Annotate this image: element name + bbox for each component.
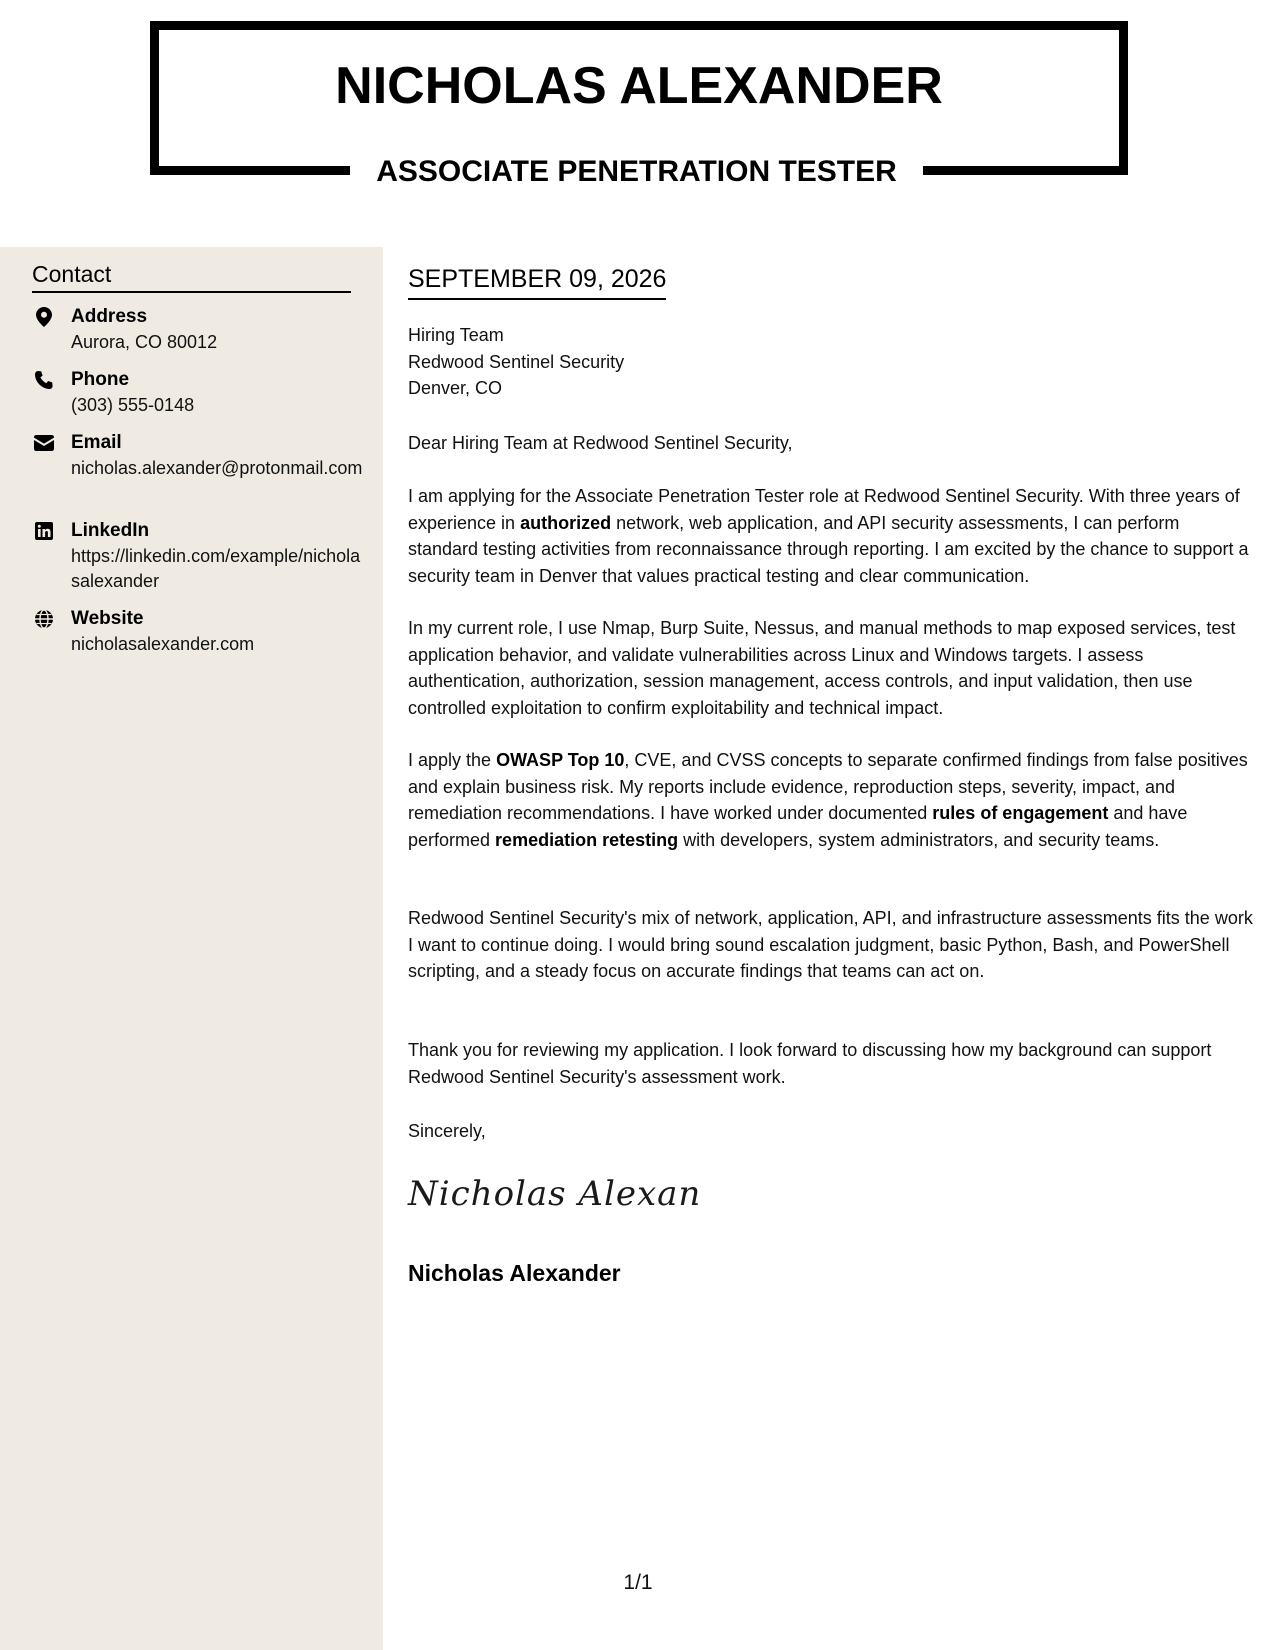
envelope-icon [32,433,56,453]
paragraph [408,483,1253,589]
salutation: Dear Hiring Team at Redwood Sentinel Security, [408,433,793,453]
address-label: Address [71,306,148,327]
recipient-line: Hiring Team [408,325,504,345]
job-title-banner [350,148,923,196]
text-run: I apply the [408,750,497,770]
closing: Sincerely, [408,1121,486,1141]
signature-image [408,1174,701,1214]
map-pin-icon [32,307,56,327]
signature: Nicholas Alexan [408,1174,702,1214]
recipient-line: Denver, CO [408,378,503,398]
applicant-name: NICHOLAS ALEXANDER [335,57,943,115]
linkedin-label: LinkedIn [71,520,150,541]
phone-value: (303) 555-0148 [71,395,195,415]
bold-phrase: OWASP Top 10 [496,750,625,770]
recipient-block [408,322,624,402]
linkedin-value[interactable]: https://linkedin.com/example/nicholasalexander [71,546,361,591]
linkedin-icon [32,521,56,541]
text-run: Redwood Sentinel Security's mix of network, application, API, and infrastructure assessments fits the work I want to continue doing. I would bring sound escalation judgment, basic Python, Bash, and PowerShell scripting, and a steady focus on accurate findings that teams can act on. [408,908,1253,981]
text-run: with developers, system administrators, and security teams. [678,829,1160,850]
paragraph [408,747,1253,853]
paragraph [408,615,1253,721]
job-title: ASSOCIATE PENETRATION TESTER [376,155,897,188]
contact-sidebar [0,247,383,1650]
website-value[interactable]: nicholasalexander.com [71,634,255,654]
website-label: Website [71,608,144,629]
signer-name: Nicholas Alexander [408,1260,621,1286]
address-value: Aurora, CO 80012 [71,332,218,352]
text-run: In my current role, I use Nmap, Burp Suite, Nessus, and manual methods to map exposed services, test application behavior, and validate vulnerabilities across Linux and Windows targets. I assess authentication, authorization, session management, access controls, and input validation, then use controlled exploitation to confirm exploitability and technical impact. [408,618,1236,718]
paragraph [408,1037,1253,1090]
phone-icon [32,370,56,390]
email-value[interactable]: nicholas.alexander@protonmail.com [71,458,363,478]
text-run: Thank you for reviewing my application. I look forward to discussing how my background can support Redwood Sentinel Security's assessment work. [408,1040,1212,1087]
text-run: I am applying for the Associate Penetration Tester role at Redwood Sentinel Security. With three years of experience in [408,486,1240,533]
email-label: Email [71,432,122,453]
page-number: 1/1 [623,1571,653,1594]
text-run: network, web application, and API security assessments, I can perform standard testing activities from reconnaissance through reporting. I am excited by the chance to support a security team in Denver that values practical testing and clear communication. [408,512,1249,586]
contact-heading: Contact [32,261,351,293]
bold-phrase: authorized [520,512,612,533]
bold-phrase: rules of engagement [932,803,1109,823]
letter-date: SEPTEMBER 09, 2026 [408,265,666,300]
bold-phrase: remediation retesting [495,829,679,850]
text-run: and have performed [408,803,1188,850]
paragraph [408,905,1253,985]
text-run: , CVE, and CVSS concepts to separate confirmed findings from false positives and explain business risk. My reports include evidence, reproduction steps, severity, impact, and remediation recommendations. I have worked under documented [408,750,1248,823]
phone-label: Phone [71,369,130,390]
globe-icon [32,609,56,629]
recipient-line: Redwood Sentinel Security [408,351,625,372]
